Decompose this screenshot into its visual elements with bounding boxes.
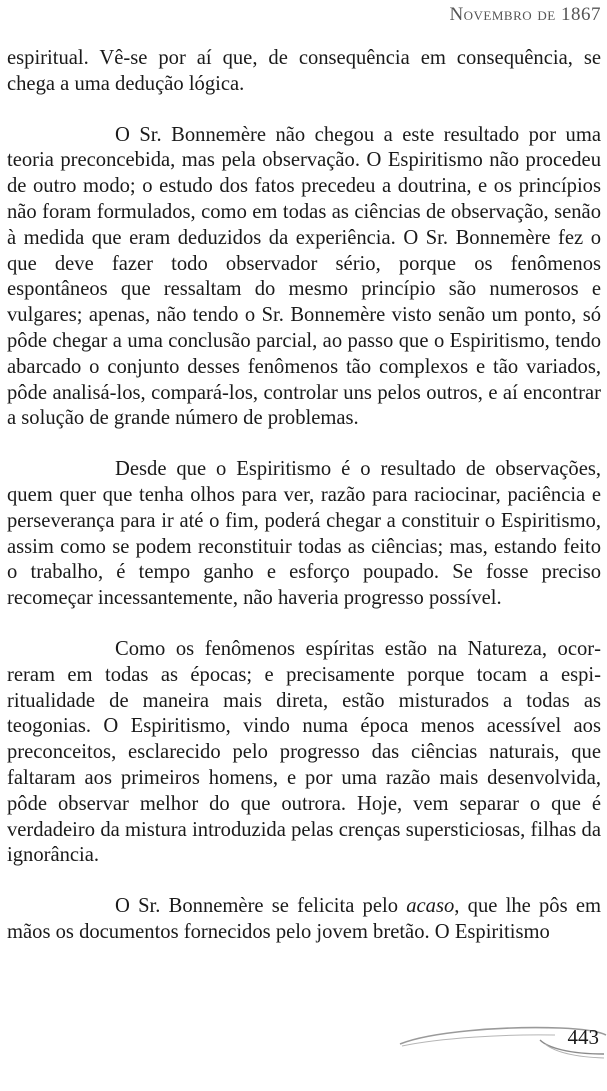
- paragraph-4: Como os fenômenos espíritas estão na Natureza, ocorreram em todas as épocas; e precisamente porque tocam a espiritualidade de maneira mais direta, estão misturados a todas as teogonias. O Espiritismo, vindo numa época menos acessível aos preconceitos, esclarecido pelo progresso das ciências naturais, que faltaram aos primeiros homens, e por uma razão mais desenvolvida, pôde observar melhor do que outrora. Hoje, vem separar o que é verdadeiro da mistura introduzida pelas crenças supersticiosas, filhas da ignorância.: [7, 637, 601, 867]
- paragraph-2: O Sr. Bonnemère não chegou a este resultado por uma teoria preconcebida, mas pela observação. O Espiritismo não procedeu de outro modo; o estudo dos fatos precedeu a doutrina, e os princípios não foram formulados, como em todas as ciências de observação, senão à medida que eram deduzidos da experiência. O Sr. Bonnemère fez o que deve fazer todo observador sério, porque os fenômenos espontâneos que ressaltam do mesmo princípio são numerosos e vulgares; apenas, não tendo o Sr. Bonnemère visto senão um ponto, só pôde chegar a uma conclusão parcial, ao passo que o Espiritismo, tendo abarcado o conjunto desses fenômenos tão complexos e tão variados, pôde analisá-los, compará-los, controlar uns pelos outros, e aí encontrar a solução de grande número de problemas.: [7, 123, 601, 430]
- paragraph-5: [7, 894, 601, 946]
- paragraph-5-end: , que lhe pôs em mãos os documentos fornecidos pelo jovem bretão. O Espiritismo: [7, 895, 601, 943]
- paragraph-1: espiritual. Vê-se por aí que, de consequência em consequência, se chega a uma dedução lógica.: [7, 47, 601, 95]
- page-number: 443: [567, 1025, 599, 1049]
- paragraph-5-italic: acaso: [406, 895, 455, 918]
- decorative-swoosh-icon: [0, 1010, 607, 1091]
- page-footer: [0, 1010, 607, 1091]
- paragraph-5-start: O Sr. Bonnemère se felicita pelo: [115, 895, 407, 918]
- paragraph-3: Desde que o Espiritismo é o resultado de observações, quem quer que tenha olhos para ver, razão para raciocinar, paciência e perseverança para ir até o fim, poderá chegar a constituir o Espiritismo, assim como se podem reconstituir todas as ciências; mas, estando feito o trabalho, é tempo ganho e esforço poupado. Se fosse preciso recomeçar incessantemente, não haveria progresso possível.: [7, 458, 601, 610]
- body-text: [7, 46, 601, 946]
- running-header: Novembro de 1867: [449, 4, 601, 25]
